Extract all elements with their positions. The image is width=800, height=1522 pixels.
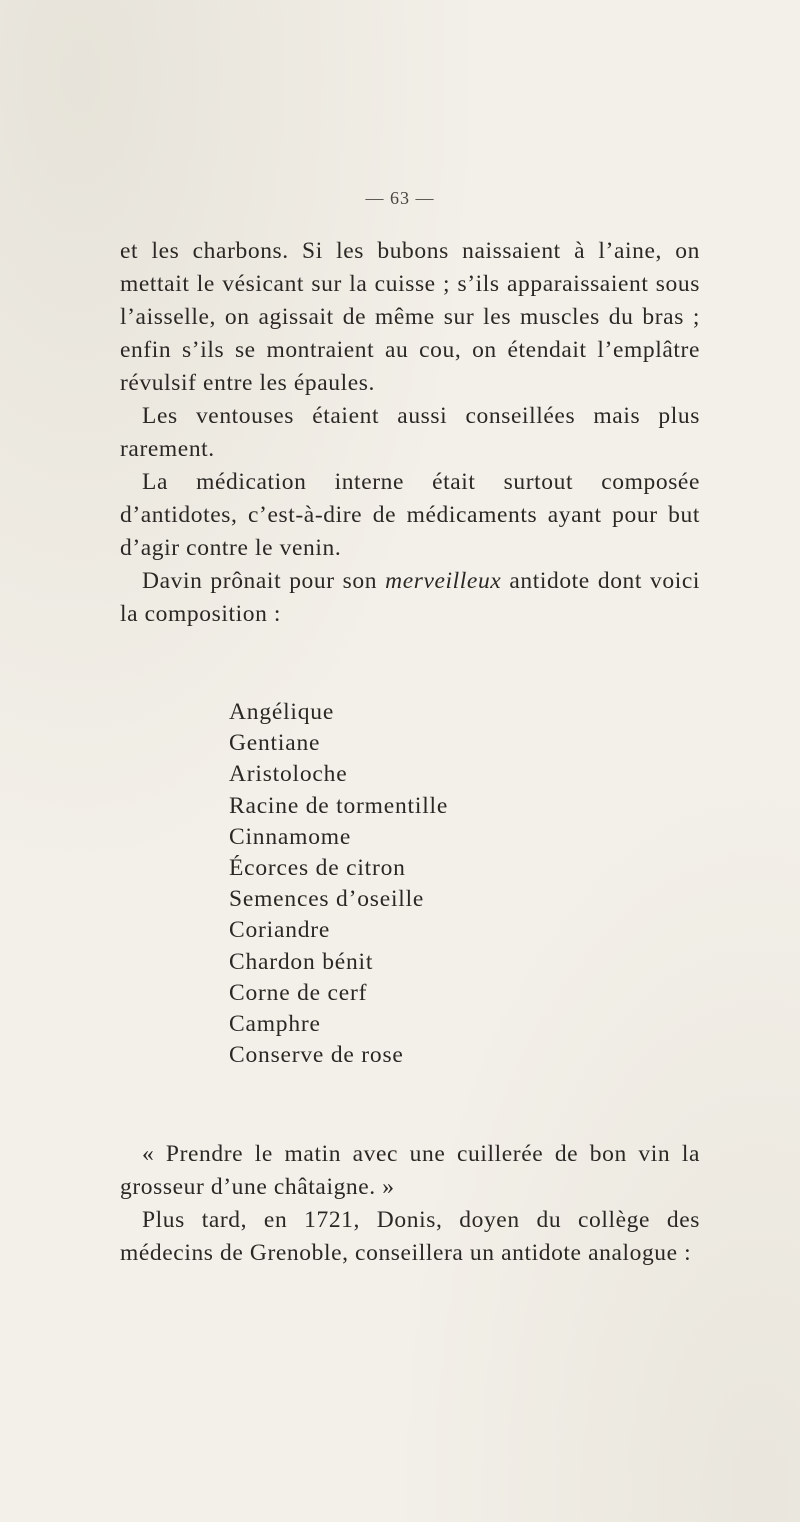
list-item: Écorces de citron bbox=[229, 855, 406, 882]
text-block-bottom bbox=[120, 1138, 700, 1270]
list-item: Racine de tormentille bbox=[229, 792, 449, 819]
davin-text-italic: merveilleux bbox=[385, 568, 502, 594]
list-item: Coriandre bbox=[229, 917, 331, 944]
list-item: Aristoloche bbox=[229, 761, 348, 788]
list-item: Angélique bbox=[229, 699, 335, 725]
paragraph-prendre: « Prendre le matin avec une cuillerée de bon vin la grosseur d’une châtaigne. » bbox=[120, 1141, 700, 1200]
paragraph-bubons: et les charbons. Si les bubons naissaient à l’aine, on mettait le vésicant sur la cuisse ; s’ils apparaissaient sous l’aisselle, on agissait de même sur les muscles du bras ; enfin s’ils se montraient au cou, on étendait l’emplâtre révulsif entre les épaules. bbox=[120, 238, 700, 396]
list-item: Camphre bbox=[229, 1011, 321, 1038]
text-block-top bbox=[120, 235, 700, 631]
list-item: Gentiane bbox=[229, 730, 321, 757]
paragraph-medication: La médication interne était surtout composée d’antidotes, c’est-à-dire de médicaments ayant pour but d’agir contre le venin. bbox=[120, 469, 700, 561]
list-item: Chardon bénit bbox=[229, 948, 374, 975]
ingredient-list bbox=[229, 697, 448, 1071]
paragraph-donis: Plus tard, en 1721, Donis, doyen du collège des médecins de Grenoble, conseillera un antidote analogue : bbox=[120, 1207, 700, 1266]
page-number: — 63 — bbox=[365, 188, 435, 208]
list-item: Semences d’oseille bbox=[229, 886, 425, 913]
davin-text-before: Davin prônait pour son bbox=[142, 568, 386, 594]
list-item: Cinnamome bbox=[229, 823, 352, 850]
paragraph-ventouses: Les ventouses étaient aussi conseillées mais plus rarement. bbox=[120, 403, 700, 462]
list-item: Corne de cerf bbox=[229, 979, 368, 1006]
davin-text-after: antidote dont voici la composition : bbox=[120, 568, 701, 627]
paragraph-davin bbox=[120, 565, 700, 631]
list-item: Conserve de rose bbox=[229, 1042, 404, 1069]
